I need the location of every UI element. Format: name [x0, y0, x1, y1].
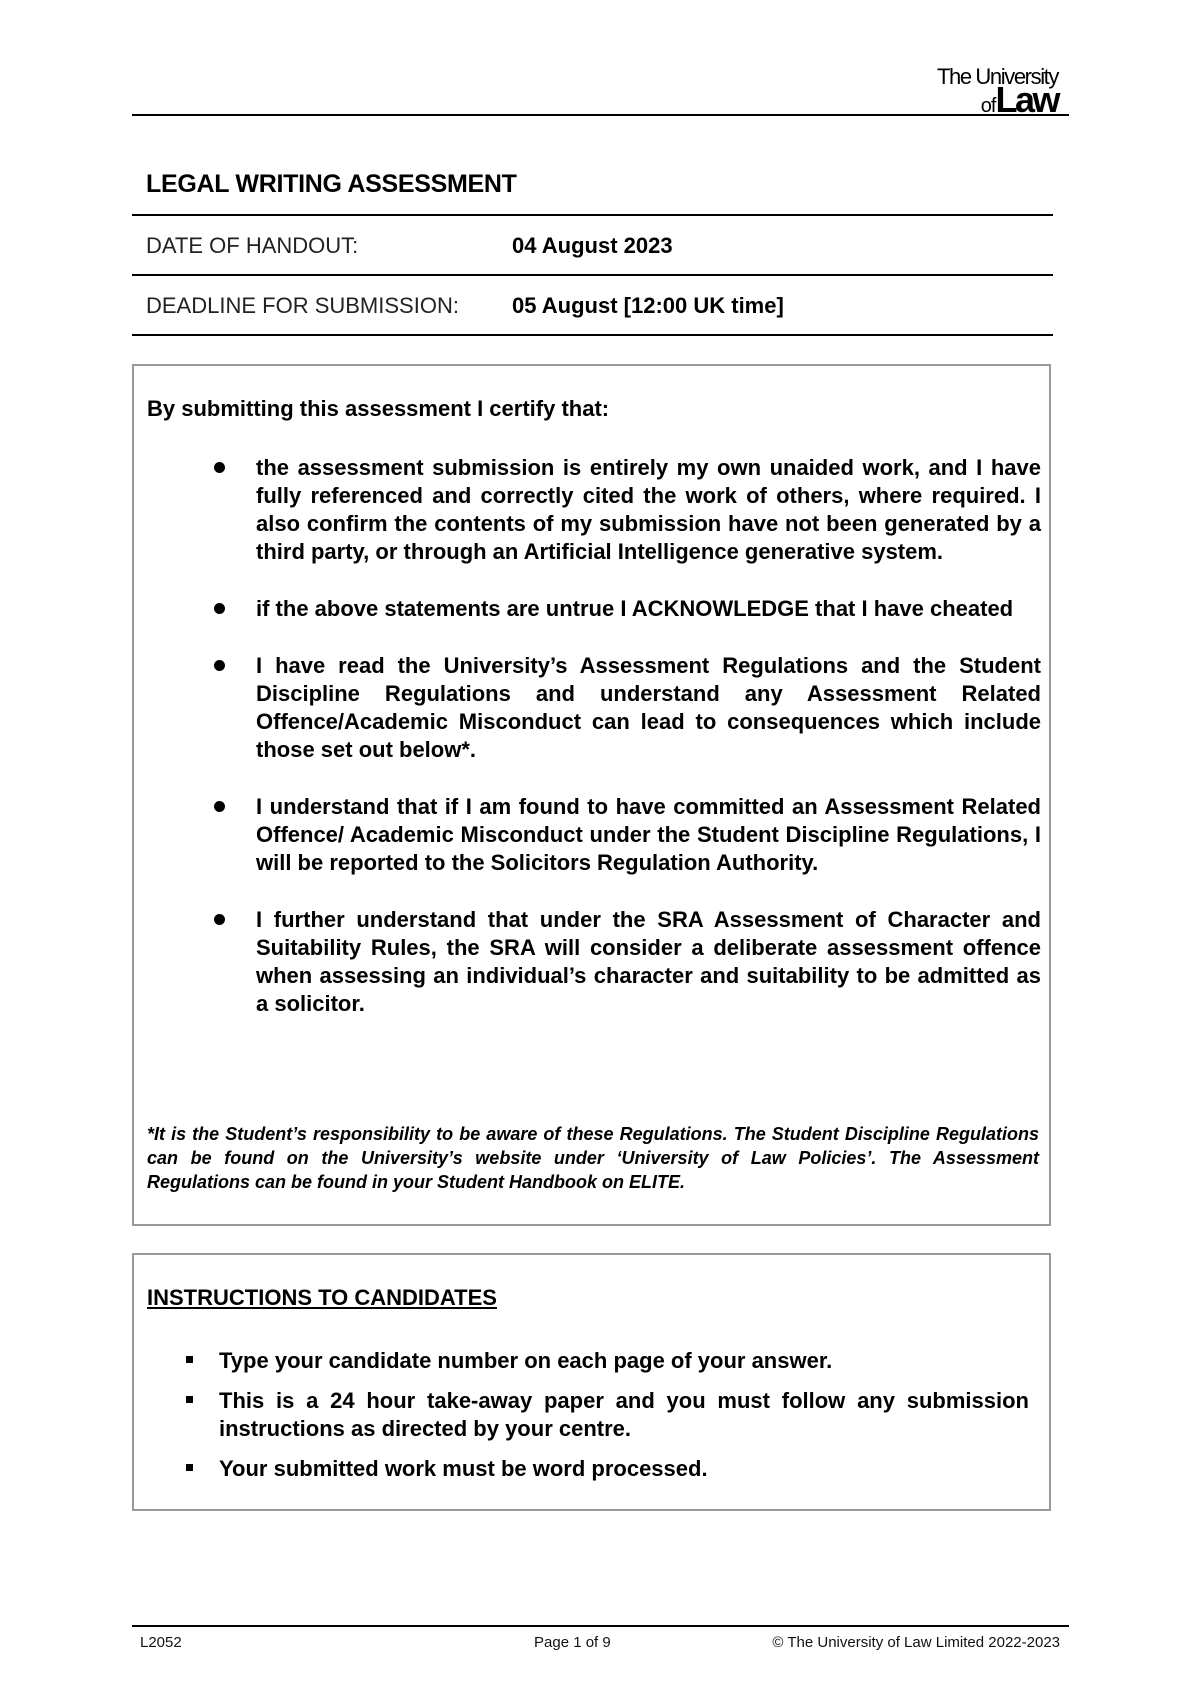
bullet-icon	[214, 914, 225, 925]
certification-item	[256, 652, 1041, 764]
certification-item-text: if the above statements are untrue I ACKNOWLEDGE that I have cheated	[256, 596, 1014, 621]
certification-item-text: the assessment submission is entirely my own unaided work, and I have fully referenced and correctly cited the work of others, where required. I also confirm the contents of my submission have not been generated by a third party, or through an Artificial Intelligence generative system.	[256, 455, 1041, 564]
bullet-icon	[214, 801, 225, 812]
instruction-item	[219, 1387, 1029, 1443]
certification-item	[256, 595, 1041, 623]
page-number: Page 1 of 9	[534, 1634, 611, 1651]
logo-law: Law	[995, 79, 1058, 120]
square-bullet-icon	[186, 1356, 193, 1363]
square-bullet-icon	[186, 1464, 193, 1471]
page-title: LEGAL WRITING ASSESSMENT	[146, 170, 517, 198]
footer-divider	[132, 1625, 1069, 1627]
certification-list	[134, 454, 1041, 1047]
deadline-divider	[132, 334, 1053, 336]
handout-date: 04 August 2023	[512, 233, 673, 258]
instructions-box	[132, 1253, 1051, 1511]
header-divider	[132, 114, 1069, 116]
deadline-date: 05 August [12:00 UK time]	[512, 293, 784, 318]
bullet-icon	[214, 462, 225, 473]
instruction-item	[219, 1347, 1029, 1375]
deadline-label: DEADLINE FOR SUBMISSION:	[146, 293, 459, 318]
certification-intro: By submitting this assessment I certify that:	[147, 396, 610, 421]
bullet-icon	[214, 603, 225, 614]
instructions-title: INSTRUCTIONS TO CANDIDATES	[147, 1285, 497, 1310]
logo-line-1: The University	[937, 64, 1058, 89]
copyright-notice: © The University of Law Limited 2022-2023	[772, 1634, 1060, 1651]
instruction-item-text: Your submitted work must be word processed.	[219, 1456, 708, 1481]
instructions-list	[134, 1347, 1029, 1495]
square-bullet-icon	[186, 1396, 193, 1403]
document-code: L2052	[140, 1634, 182, 1651]
certification-box	[132, 364, 1051, 1226]
regulations-note: *It is the Student’s responsibility to be aware of these Regulations. The Student Discipline Regulations can be found on the University’s website under ‘University of Law Policies’. The Assessment Regulations can be found in your Student Handbook on ELITE.	[147, 1124, 1039, 1192]
certification-item	[256, 793, 1041, 877]
title-divider	[132, 214, 1053, 216]
certification-item	[256, 906, 1041, 1018]
bullet-icon	[214, 660, 225, 671]
instruction-item	[219, 1455, 1029, 1483]
university-logo	[937, 66, 1058, 118]
instruction-item-text: This is a 24 hour take-away paper and you must follow any submission instructions as directed by your centre.	[219, 1388, 1029, 1441]
certification-item-text: I understand that if I am found to have committed an Assessment Related Offence/ Academic Misconduct under the Student Discipline Regulations, I will be reported to the Solicitors Regulation Authority.	[256, 794, 1041, 875]
handout-divider	[132, 274, 1053, 276]
certification-item-text: I further understand that under the SRA Assessment of Character and Suitability Rules, the SRA will consider a deliberate assessment offence when assessing an individual’s character and suitability to be admitted as a solicitor.	[256, 907, 1041, 1016]
certification-item	[256, 454, 1041, 566]
certification-item-text: I have read the University’s Assessment Regulations and the Student Discipline Regulations and understand any Assessment Related Offence/Academic Misconduct can lead to consequences which include those set out below*.	[256, 653, 1041, 762]
logo-of: of	[980, 95, 996, 117]
instruction-item-text: Type your candidate number on each page of your answer.	[219, 1348, 833, 1373]
handout-label: DATE OF HANDOUT:	[146, 233, 359, 258]
